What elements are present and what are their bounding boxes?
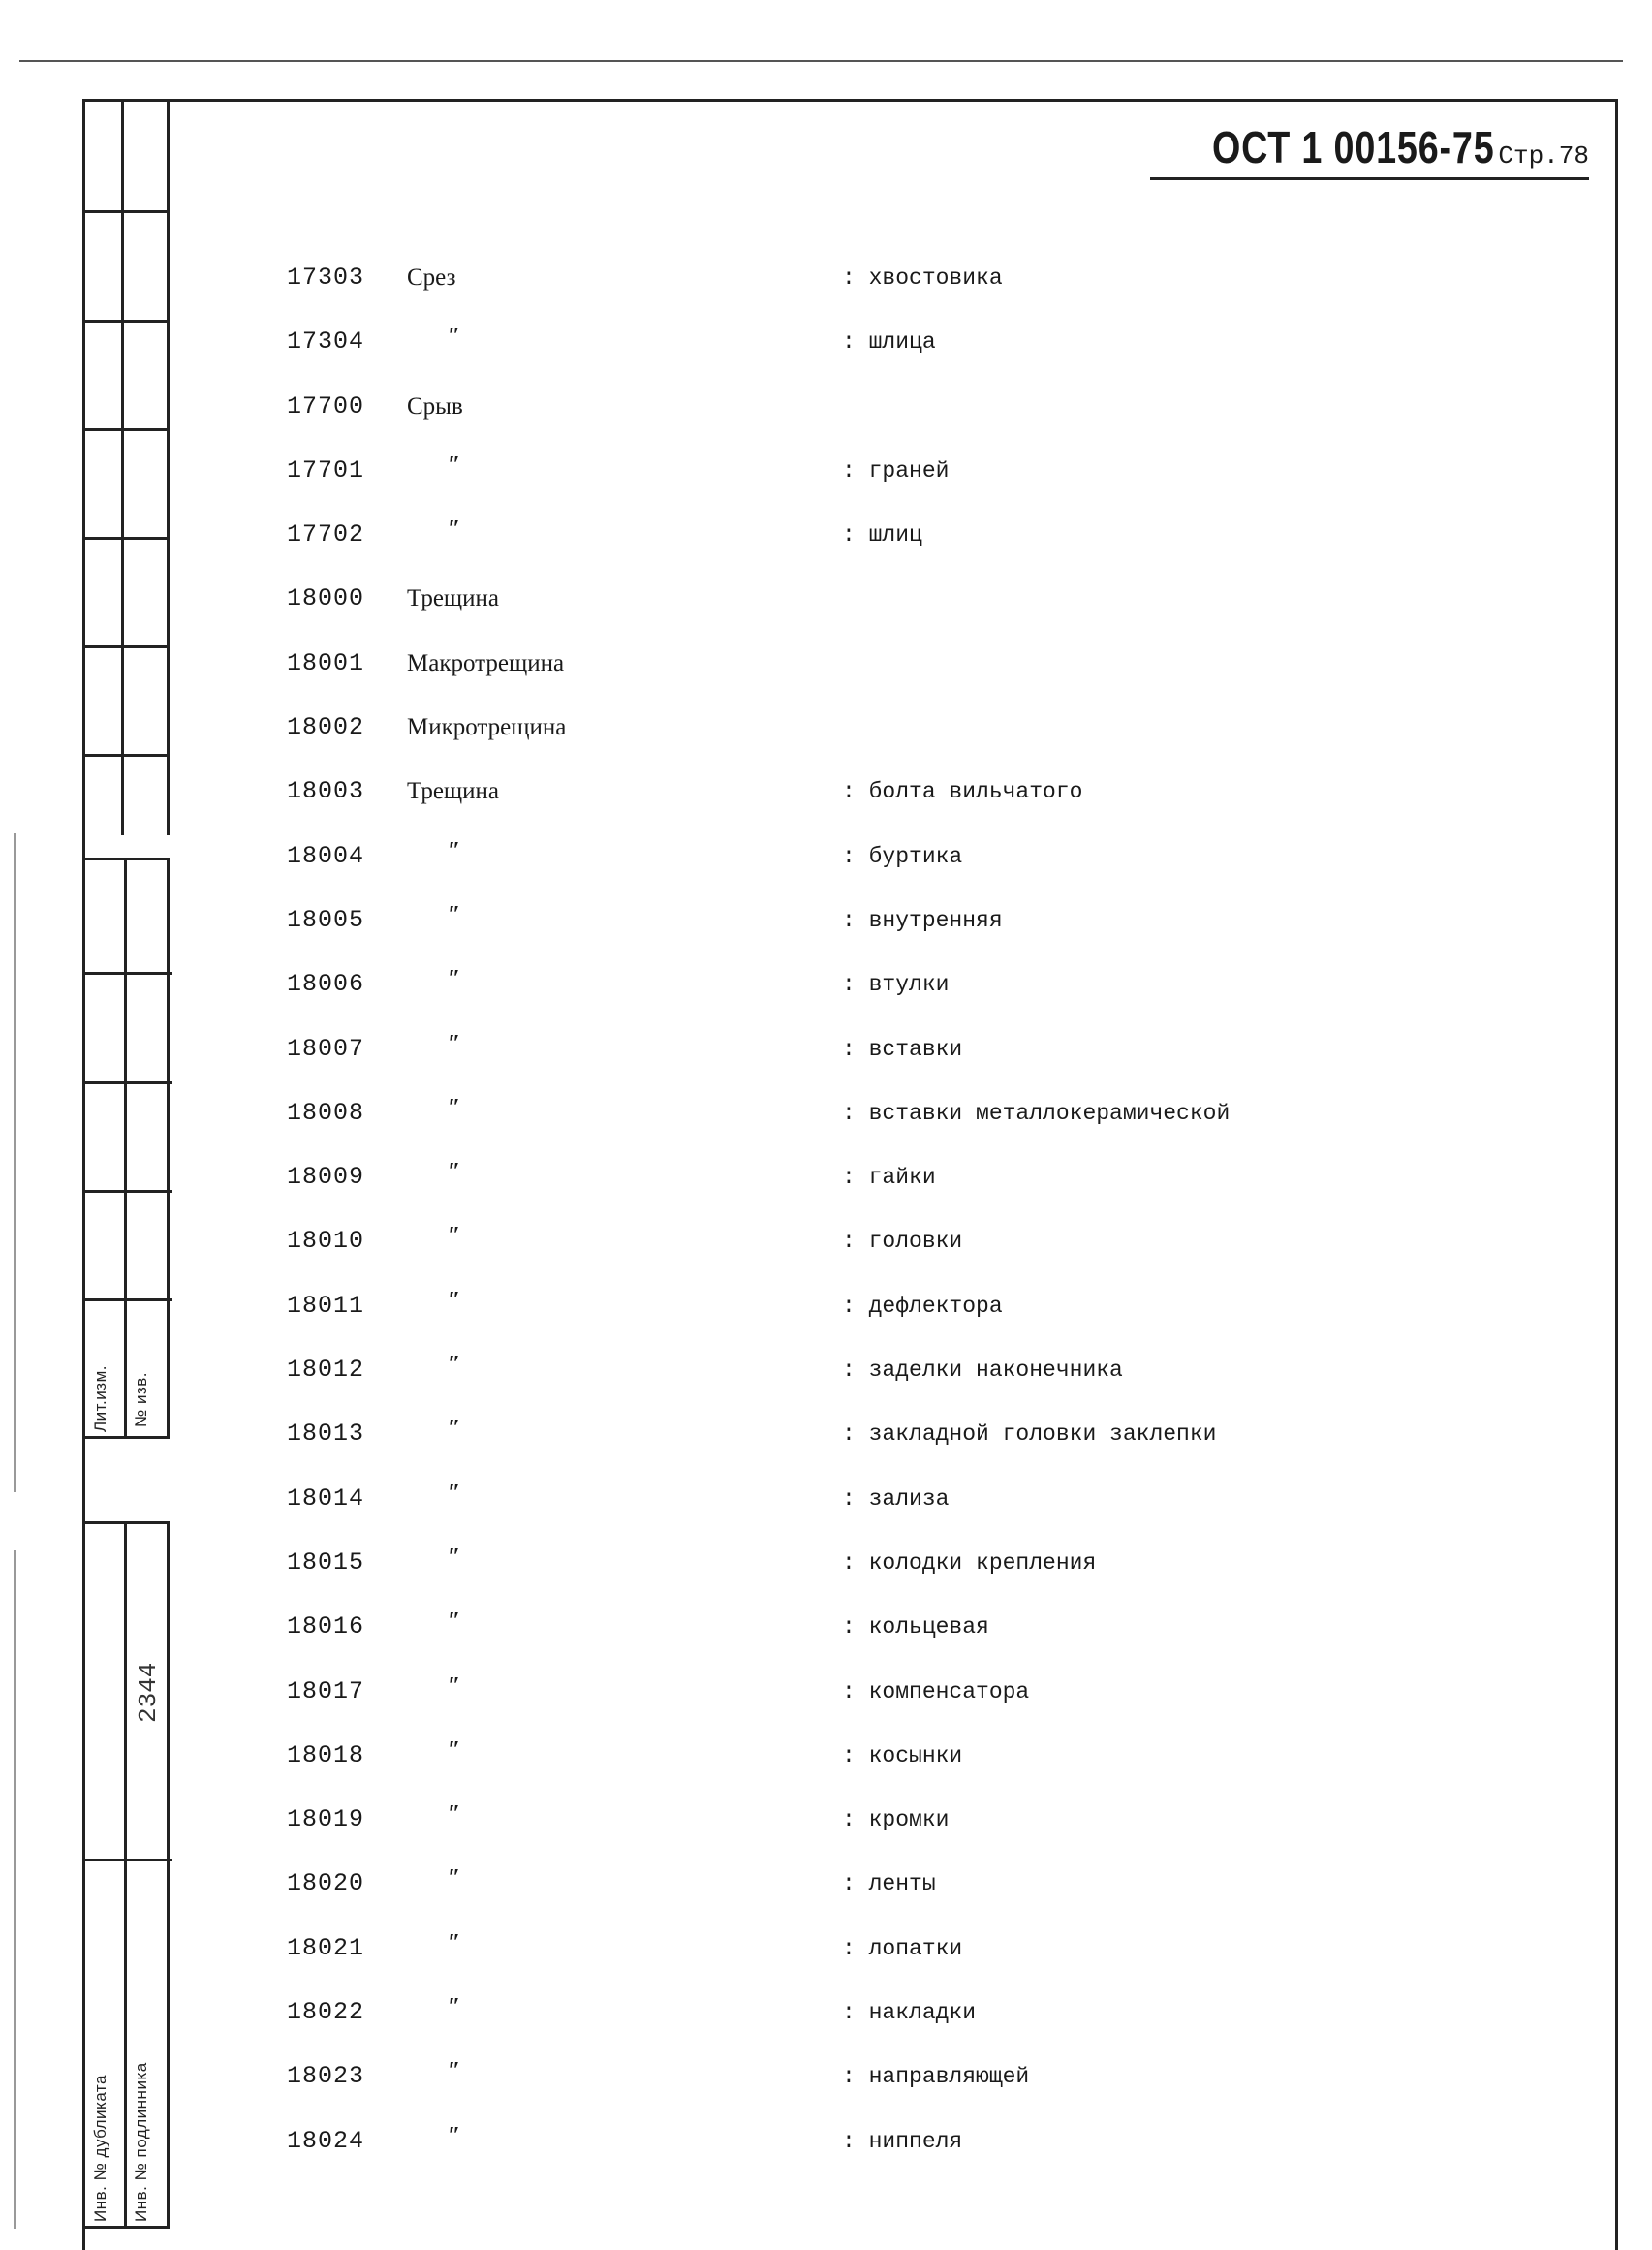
entry-code: 18024 [287, 2126, 365, 2155]
ditto-mark: ″ [448, 1801, 461, 1828]
entry-code: 18007 [287, 1034, 365, 1063]
entry-qualifier: : косынки [842, 1742, 963, 1768]
entry-code: 18012 [287, 1356, 365, 1385]
entry-qualifier: : закладной головки заклепки [842, 1422, 1217, 1448]
list-item [287, 1089, 1546, 1153]
entry-qualifier: : колодки крепления [842, 1549, 1097, 1576]
ditto-mark: ″ [448, 1030, 461, 1056]
stamp-rule [82, 537, 170, 540]
entry-code: 18015 [287, 1547, 365, 1577]
entry-code: 18013 [287, 1420, 365, 1449]
entries-list [287, 254, 1546, 2181]
stamp-rule [82, 754, 170, 757]
list-item [287, 511, 1546, 575]
list-item [287, 1732, 1546, 1796]
list-item [287, 2117, 1546, 2181]
ditto-mark: ″ [448, 1159, 461, 1185]
ditto-mark: ″ [448, 837, 461, 863]
inv-original-label: Инв. № подлинника [132, 2062, 150, 2222]
ditto-mark: ″ [448, 1672, 461, 1699]
list-item [287, 254, 1546, 318]
entry-qualifier: : кольцевая [842, 1614, 989, 1641]
ditto-mark: ″ [448, 1609, 461, 1635]
ditto-mark: ″ [448, 1223, 461, 1249]
stamp-divider [124, 860, 127, 1436]
entry-code: 18000 [287, 584, 365, 613]
ditto-mark: ″ [448, 1994, 461, 2020]
entry-code: 18011 [287, 1291, 365, 1320]
entry-qualifier: : ленты [842, 1871, 936, 1897]
entry-qualifier: : внутренняя [842, 907, 1003, 933]
ditto-mark: ″ [448, 1094, 461, 1120]
entry-code: 18019 [287, 1805, 365, 1834]
entry-code: 18016 [287, 1612, 365, 1641]
entry-qualifier: : хвостовика [842, 266, 1003, 291]
entry-qualifier: : буртика [842, 843, 963, 869]
stamp-divider [124, 1524, 127, 2226]
entry-qualifier: : вставки металлокерамической [842, 1100, 1231, 1126]
inv-duplicate-label: Инв. № дубликата [91, 2075, 109, 2222]
entry-code: 18017 [287, 1676, 365, 1705]
entry-code: 18009 [287, 1163, 365, 1192]
list-item [287, 1988, 1546, 2052]
page-number: Стр.78 [1498, 141, 1589, 171]
entry-qualifier: : заделки наконечника [842, 1358, 1123, 1384]
stamp-rule [85, 1859, 172, 1861]
list-item [287, 1796, 1546, 1859]
left-edge-rule [14, 1550, 16, 2229]
entry-code: 18018 [287, 1740, 365, 1769]
ditto-mark: ″ [448, 452, 461, 478]
entry-term: Макротрещина [407, 649, 565, 676]
entry-qualifier: : дефлектора [842, 1293, 1003, 1319]
entry-qualifier: : кромки [842, 1807, 950, 1833]
entry-qualifier: : шлиц [842, 522, 922, 548]
left-edge-rule [14, 833, 16, 1492]
entry-code: 18004 [287, 841, 365, 870]
side-stamp-changes [82, 858, 170, 1439]
stamp-rule [85, 1190, 172, 1193]
list-item [287, 575, 1546, 639]
stamp-rule [85, 1081, 172, 1084]
entry-code: 18020 [287, 1869, 365, 1898]
stamp-rule [82, 210, 170, 213]
no-izv-label: № изв. [132, 1371, 150, 1427]
stamp-rule [85, 972, 172, 975]
entry-code: 18006 [287, 970, 365, 999]
entry-qualifier: : накладки [842, 2000, 977, 2026]
list-item [287, 1025, 1546, 1089]
list-item [287, 767, 1546, 831]
list-item [287, 1668, 1546, 1732]
ditto-mark: ″ [448, 1544, 461, 1570]
ditto-mark: ″ [448, 1736, 461, 1763]
list-item [287, 2052, 1546, 2116]
entry-code: 18010 [287, 1227, 365, 1256]
side-stamp-top [82, 99, 170, 835]
list-item [287, 832, 1546, 896]
entry-code: 18001 [287, 648, 365, 677]
lit-izm-label: Лит.изм. [91, 1365, 109, 1432]
entry-term: Трещина [407, 585, 500, 612]
stamp-divider [121, 99, 124, 835]
list-item [287, 1924, 1546, 1988]
entry-qualifier: : направляющей [842, 2064, 1030, 2090]
entry-code: 17701 [287, 455, 365, 484]
list-item [287, 447, 1546, 511]
entry-qualifier: : шлица [842, 329, 936, 356]
entry-qualifier: : головки [842, 1229, 963, 1255]
ditto-mark: ″ [448, 1929, 461, 1955]
list-item [287, 703, 1546, 767]
list-item [287, 1859, 1546, 1923]
entry-qualifier: : болта вильчатого [842, 779, 1083, 805]
ditto-mark: ″ [448, 1480, 461, 1506]
list-item [287, 640, 1546, 703]
entry-code: 17304 [287, 328, 365, 357]
ditto-mark: ″ [448, 516, 461, 543]
ditto-mark: ″ [448, 2058, 461, 2084]
entry-code: 17700 [287, 391, 365, 421]
ditto-mark: ″ [448, 1287, 461, 1313]
ditto-mark: ″ [448, 1865, 461, 1891]
entry-qualifier: : гайки [842, 1165, 936, 1191]
ditto-mark: ″ [448, 1352, 461, 1378]
list-item [287, 1153, 1546, 1217]
entry-qualifier: : лопатки [842, 1935, 963, 1961]
list-item [287, 1282, 1546, 1346]
entry-qualifier: : втулки [842, 972, 950, 998]
entry-qualifier: : зализа [842, 1485, 950, 1512]
list-item [287, 1603, 1546, 1667]
list-item [287, 1217, 1546, 1281]
ditto-mark: ″ [448, 2122, 461, 2148]
stamp-rule [82, 428, 170, 431]
entry-code: 18008 [287, 1098, 365, 1127]
list-item [287, 1475, 1546, 1539]
entry-qualifier: : ниппеля [842, 2128, 963, 2154]
entry-term: Микротрещина [407, 714, 567, 741]
ditto-mark: ″ [448, 324, 461, 350]
entry-code: 18022 [287, 1998, 365, 2027]
page-header [1150, 121, 1589, 180]
entry-code: 17303 [287, 264, 365, 292]
top-rule [19, 60, 1623, 62]
list-item [287, 1539, 1546, 1603]
stamp-rule [82, 320, 170, 323]
entry-code: 18003 [287, 777, 365, 806]
stamp-rule [85, 1298, 172, 1301]
ditto-mark: ″ [448, 901, 461, 927]
entry-code: 18021 [287, 1933, 365, 1962]
side-stamp-inventory [82, 1521, 170, 2229]
entry-code: 18014 [287, 1484, 365, 1513]
entry-code: 18005 [287, 905, 365, 934]
list-item [287, 1410, 1546, 1474]
entry-term: Срез [407, 265, 456, 291]
duplicate-number: 2344 [134, 1662, 163, 1723]
list-item [287, 896, 1546, 960]
document-code: ОСТ 1 00156-75 [1211, 122, 1495, 172]
entry-qualifier: : компенсатора [842, 1678, 1030, 1704]
stamp-rule [82, 645, 170, 648]
entry-term: Срыв [407, 392, 463, 420]
entry-code: 18002 [287, 713, 365, 742]
entry-qualifier: : граней [842, 457, 950, 484]
entry-code: 17702 [287, 520, 365, 549]
entry-qualifier: : вставки [842, 1036, 963, 1062]
ditto-mark: ″ [448, 966, 461, 992]
ditto-mark: ″ [448, 1416, 461, 1442]
list-item [287, 383, 1546, 447]
list-item [287, 318, 1546, 382]
entry-code: 18023 [287, 2062, 365, 2091]
list-item [287, 960, 1546, 1024]
entry-term: Трещина [407, 778, 500, 805]
list-item [287, 1346, 1546, 1410]
